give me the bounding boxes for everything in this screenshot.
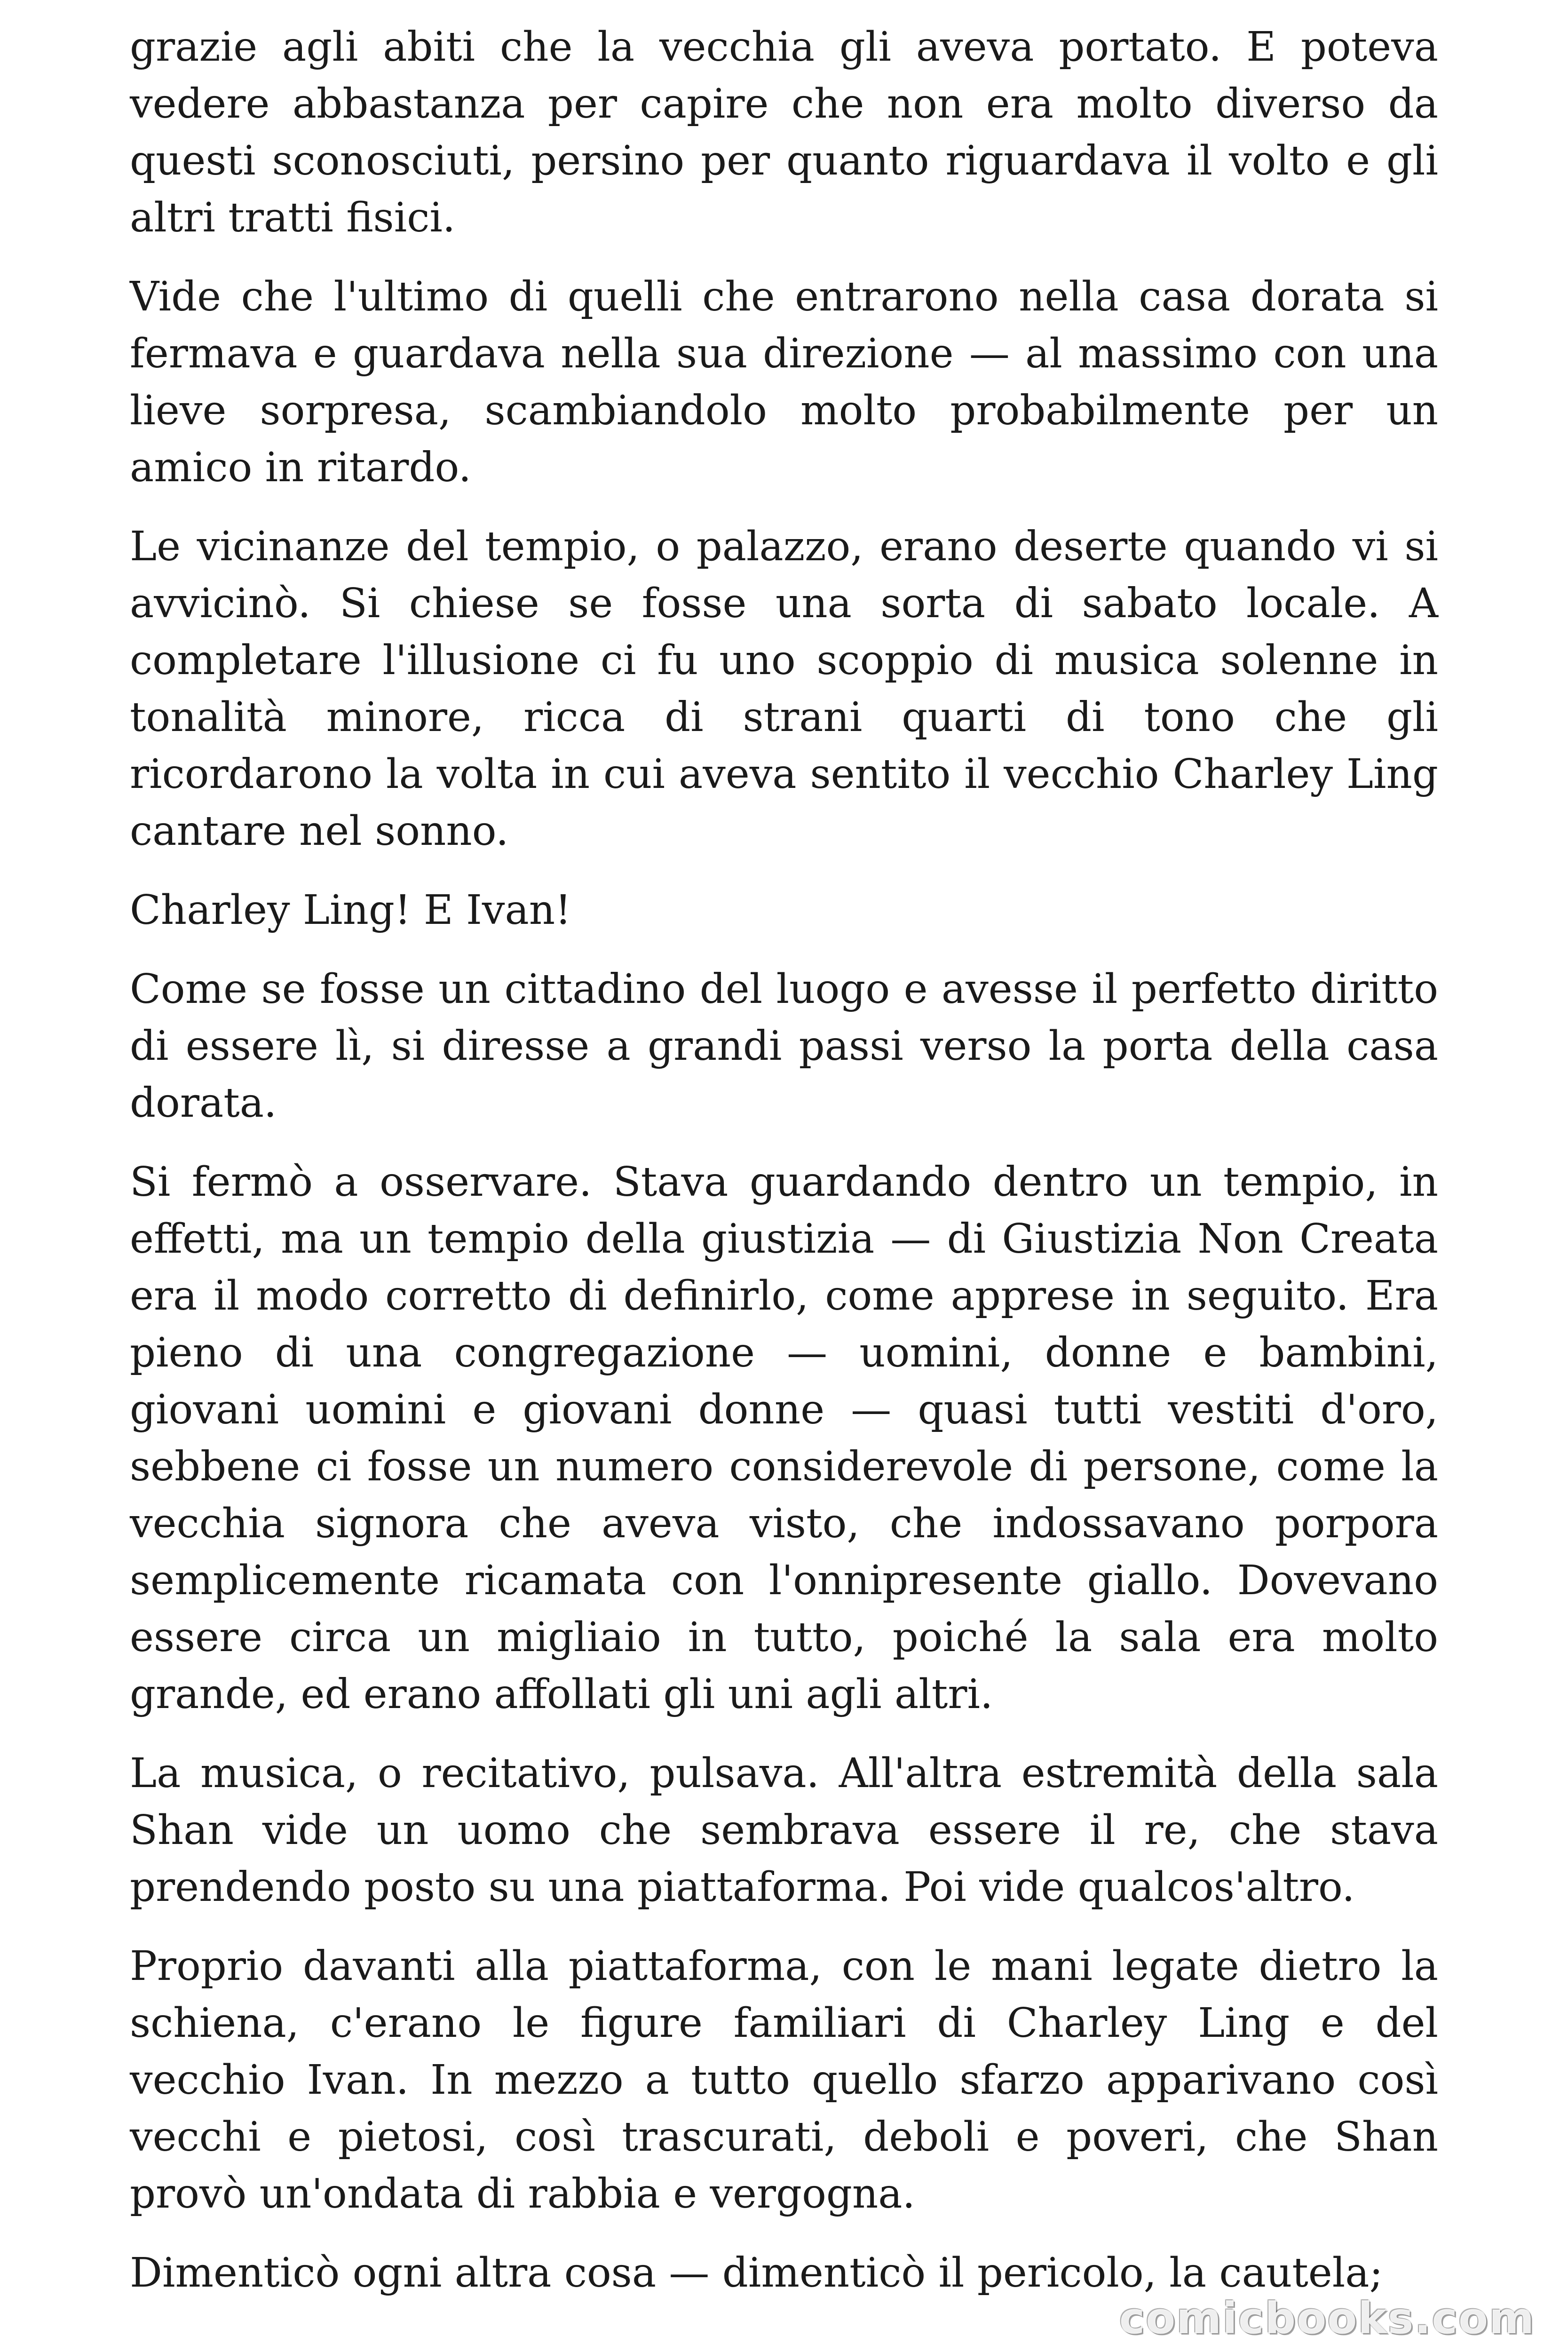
paragraph: Le vicinanze del tempio, o palazzo, erano deserte quando vi si avvicinò. Si chiese se fosse una sorta di sabato locale. A completare l'illusione ci fu uno scoppio di musica solenne in tonalità minore, ricca di strani quarti di tono che gli ricordarono la volta in cui aveva sentito il vecchio Charley Ling cantare nel sonno. xyxy=(130,523,1438,855)
watermark: comicbooks.com xyxy=(1119,2293,1535,2344)
paragraph: grazie agli abiti che la vecchia gli aveva portato. E poteva vedere abbastanza per capire che non era molto diverso da questi sconosciuti, persino per quanto riguardava il volto e gli altri tratti fisici. xyxy=(130,24,1438,241)
paragraph: Proprio davanti alla piattaforma, con le mani legate dietro la schiena, c'erano le figure familiari di Charley Ling e del vecchio Ivan. In mezzo a tutto quello sfarzo apparivano così vecchi e pietosi, così trascurati, deboli e poveri, che Shan provò un'ondata di rabbia e vergogna. xyxy=(130,1943,1438,2217)
text-column xyxy=(130,19,1438,2324)
paragraph: Si fermò a osservare. Stava guardando dentro un tempio, in effetti, ma un tempio della giustizia — di Giustizia Non Creata era il modo corretto di definirlo, come apprese in seguito. Era pieno di una congregazione — uomini, donne e bambini, giovani uomini e giovani donne — quasi tutti vestiti d'oro, sebbene ci fosse un numero considerevole di persone, come la vecchia signora che aveva visto, che indossavano porpora semplicemente ricamata con l'onnipresente giallo. Dovevano essere circa un migliaio in tutto, poiché la sala era molto grande, ed erano affollati gli uni agli altri. xyxy=(130,1159,1438,1718)
paragraph: Charley Ling! E Ivan! xyxy=(130,887,571,934)
paragraph: Vide che l'ultimo di quelli che entrarono nella casa dorata si fermava e guardava nella sua direzione — al massimo con una lieve sorpresa, scambiandolo molto probabilmente per un amico in ritardo. xyxy=(130,273,1438,491)
paragraph: Come se fosse un cittadino del luogo e avesse il perfetto diritto di essere lì, si diresse a grandi passi verso la porta della casa dorata. xyxy=(130,966,1438,1127)
paragraph: La musica, o recitativo, pulsava. All'altra estremità della sala Shan vide un uomo che sembrava essere il re, che stava prendendo posto su una piattaforma. Poi vide qualcos'altro. xyxy=(130,1750,1438,1911)
paragraph: Dimenticò ogni altra cosa — dimenticò il pericolo, la cautela; xyxy=(130,2249,1383,2296)
